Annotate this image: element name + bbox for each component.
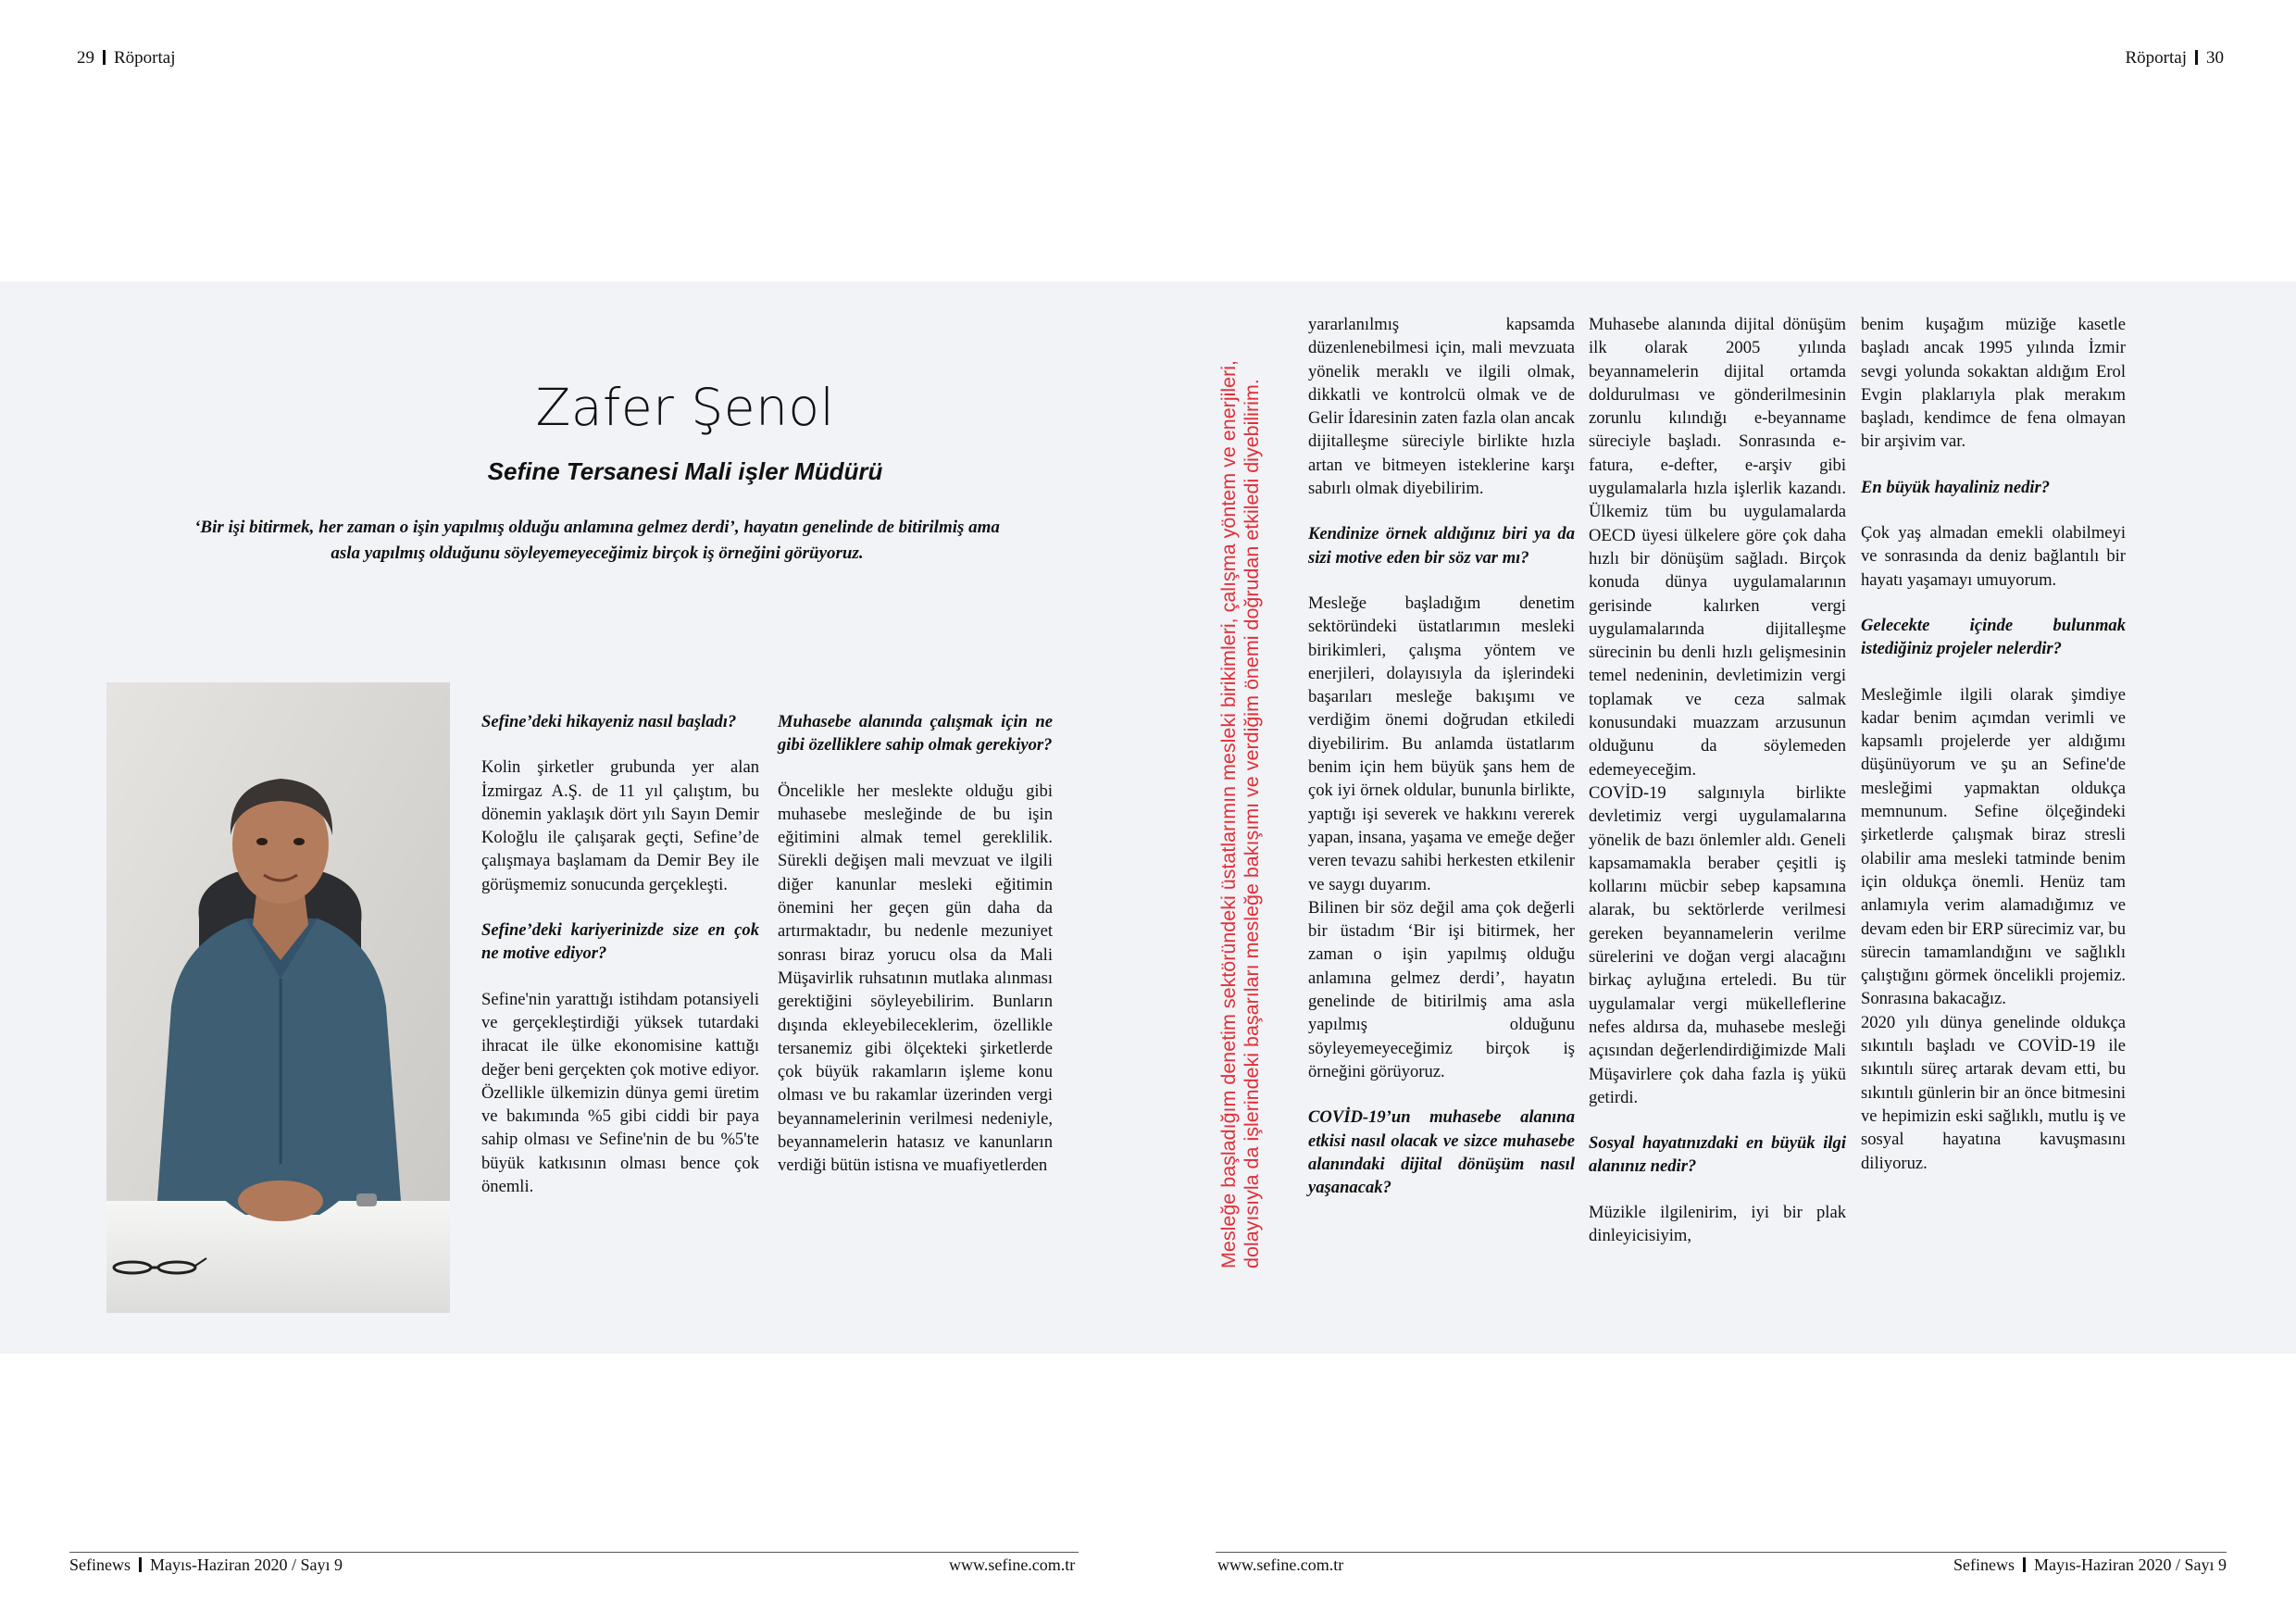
question: En büyük hayaliniz nedir?: [1861, 477, 2051, 497]
question: Sefine’deki kariyerinizde size en çok ne motive ediyor?: [481, 920, 759, 964]
answer: COVİD-19 salgınıyla birlikte devletimiz vergi uygulamalarına yönelik de bazı önlemler aldı. Geneli kapsamamakla beraber çeşitli iş kollarını mücbir sebep kapsamına alarak, bu sektörlerde verilmesi gereken beyannamelerin verilme sürelerini ve doğan vergi alacağını birkaç ayluğına erteledi. Bu tür uygulamalar vergi mükelleflerine nefes aldırsa da, muhasebe mesleği açısından değerlendirdiğimizde Mali Müşavirlere çok daha fazla iş yükü getirdi.: [1589, 782, 1846, 1107]
left-running-header: [77, 48, 176, 69]
question: Sefine’deki hikayeniz nasıl başladı?: [481, 712, 737, 731]
interviewee-name: Zafer Şenol: [535, 378, 835, 437]
footer-rule-right: [1216, 1552, 2227, 1553]
vertical-pull-quote: [1217, 306, 1271, 1268]
footer-brand: Sefinews: [1953, 1555, 2015, 1574]
footer-issue: Mayıs-Haziran 2020 / Sayı 9: [150, 1555, 343, 1574]
right-footer: [1953, 1555, 2227, 1575]
left-footer: [69, 1555, 343, 1575]
answer: Müzikle ilgilenirim, iyi bir plak dinleyicisiyim,: [1589, 1202, 1846, 1245]
portrait-photo: [106, 682, 450, 1313]
header-separator: [2195, 50, 2198, 65]
interview-column-1: [481, 710, 759, 1220]
answer: Kolin şirketler grubunda yer alan İzmirgaz A.Ş. de 11 yıl çalıştım, bu dönemin yaklaşık dört yılı Sayın Demir Koloğlu ile çalışarak geçti, Sefine’de çalışmaya başlamam da Demir Bey ile görüşmemiz sonucunda gerçekleşti.: [481, 757, 759, 894]
left-page-number: 29: [77, 48, 94, 68]
header-separator: [103, 50, 106, 65]
footer-separator: [2023, 1557, 2026, 1572]
right-page-number: 30: [2206, 48, 2224, 68]
question: Kendinize örnek aldığınız biri ya da sizi motive eden bir söz var mı?: [1308, 524, 1575, 568]
answer: 2020 yılı dünya genelinde oldukça sıkıntılı başladı ve COVİD-19 ile sıkıntılı süreç artarak devam etti, bu sıkıntılı günlerin bir an önce bitmesini ve hepimizin eski sağlıklı, mutlu iş ve sosyal hayatına kavuşmasını diliyoruz.: [1861, 1012, 2126, 1173]
answer: Mesleğimle ilgili olarak şimdiye kadar benim açımdan verimli ve kapsamlı projelerde yer aldığımı düşünüyorum ve şu an Sefine'de mesleğimi yapmaktan oldukça memnunum. Sefine ölçeğindeki şirketlerde çalışmak biraz stresli olabilir ama mesleki tatminde benim için oldukça önemli. Henüz tam anlamıyla verim alamadığımız ve devam eden bir ERP sürecimiz var, bu sürecin tamamlandığını ve sağlıklı çalıştığını görmek öncelikli projemiz. Sonrasına bakacağız.: [1861, 684, 2126, 1009]
question: Sosyal hayatınızdaki en büyük ilgi alanınız nedir?: [1589, 1133, 1846, 1177]
footer-issue: Mayıs-Haziran 2020 / Sayı 9: [2034, 1555, 2227, 1574]
answer: Muhasebe alanında dijital dönüşüm ilk olarak 2005 yılında beyannamelerin dijital ortamda doldurulması ve gönderilmesinin zorunlu kılındığı e-beyanname süreciyle başladı. Sonrasında e-fatura, e-defter, e-arşiv gibi uygulamalarla hızla işlerlik kazandı. Ülkemiz tüm bu uygulamalarda OECD üyesi ülkelere göre çok daha hızlı bir dönüşüm sağladı. Birçok konuda dünya uygulamalarının gerisinde kalırken vergi uygulamalarında dijitalleşme sürecinin bu denli hızlı gelişmesinin temel nedeninin, devletimizin vergi toplamak ve ceza salmak konusundaki muazzam arzusunun olduğunu da söylemeden edemeyeceğim.: [1589, 315, 1846, 780]
right-section-label: Röportaj: [2125, 48, 2187, 68]
answer: Mesleğe başladığım denetim sektöründeki üstatlarımın mesleki birikimleri, çalışma yöntem ve enerjileri, dolayısıyla da işlerindeki başarıları mesleğe bakışımı ve verdiğim önemi doğrudan etkiledi diyebilirim. Bu anlamda üstatlarım benim için hem büyük şans hem de çok iyi örnek oldular, bununla birlikte, yaptığı işi severek ve hakkını vererek yapan, insana, yaşama ve emeğe değer veren tevazu sahibi herkesten etkilenir ve saygı duyarım.: [1308, 593, 1575, 894]
pull-quote-text: Mesleğe başladığım denetim sektöründeki üstatlarımın mesleki birikimleri, çalışma yöntem ve enerjileri, dolayısıyla da işlerindeki başarıları mesleğe bakışımı ve verdiğim önemi doğrudan etkiledi diyebilirim.: [1217, 359, 1263, 1268]
footer-separator: [139, 1557, 142, 1572]
footer-brand: Sefinews: [69, 1555, 131, 1574]
answer: yararlanılmış kapsamda düzenlenebilmesi için, mali mevzuata yönelik meraklı ve ilgili olmak, dikkatli ve kontrolcü olmak ve de Gelir İdaresinin zaten fazla olan ancak dijitalleşme süreciyle birlikte hızla artan ve bitmeyen isteklerine karşı sabırlı olmak diyebilirim.: [1308, 315, 1575, 499]
question: COVİD-19’un muhasebe alanına etkisi nasıl olacak ve sizce muhasebe alanındaki dijital dönüşüm nasıl yaşanacak?: [1308, 1107, 1575, 1198]
footer-rule-left: [69, 1552, 1079, 1553]
question: Muhasebe alanında çalışmak için ne gibi özelliklere sahip olmak gerekiyor?: [778, 712, 1053, 756]
interviewee-position: Sefine Tersanesi Mali işler Müdürü: [487, 457, 883, 485]
interview-column-3: [1308, 313, 1575, 1221]
left-section-label: Röportaj: [114, 48, 176, 68]
answer: Çok yaş almadan emekli olabilmeyi ve sonrasında da deniz bağlantılı bir hayatı yaşamayı umuyorum.: [1861, 523, 2126, 590]
interview-column-2: [778, 710, 1053, 1200]
interview-column-5: [1861, 313, 2126, 1197]
left-footer-url[interactable]: www.sefine.com.tr: [949, 1555, 1076, 1574]
lead-quote: ‘Bir işi bitirmek, her zaman o işin yapılmış olduğu anlamına gelmez derdi’, hayatın genelinde de bitirilmiş ama asla yapılmış olduğunu söyleyemeyeceğimiz birçok iş örneğini görüyoruz.: [194, 518, 1000, 563]
answer: Sefine'nin yarattığı istihdam potansiyeli ve gerçekleştirdiği yüksek tutardaki ihracat ile ülke ekonomisine kattığı değer beni gerçekten çok motive ediyor. Özellikle ülkemizin dünya gemi üretim ve bakımında %5 gibi ciddi bir paya sahip olması ve Sefine'nin de bu %5'te büyük katkısının olması bence çok önemli.: [481, 989, 759, 1197]
right-running-header: [2126, 48, 2225, 69]
question: Gelecekte içinde bulunmak istediğiniz projeler nelerdir?: [1861, 615, 2126, 659]
right-footer-url[interactable]: www.sefine.com.tr: [1217, 1555, 1344, 1574]
answer: benim kuşağım müziğe kasetle başladı ancak 1995 yılında İzmir sevgi yolunda sokaktan aldığım Erol Evgin plaklarıyla plak merakım başladı, kendimce de fena olmayan bir arşivim var.: [1861, 315, 2126, 452]
interview-column-4: [1589, 313, 1846, 1269]
answer: Öncelikle her meslekte olduğu gibi muhasebe mesleğinde de bu işin eğitimini almak temel gereklilik. Sürekli değişen mali mevzuat ve ilgili diğer kanunlar mesleki eğitimin önemini her geçen gün daha da artırmaktadır, bu nedenle mezuniyet sonrası biraz yorucu olsa da Mali Müşavirlik ruhsatının mutlaka alınması gerektiğini söyleyebilirim. Bunların dışında ekleyebileceklerim, özellikle tersanemiz gibi ölçekteki şirketlerde çok büyük rakamların işleme konu olması ve bu rakamlar üzerinden vergi beyannamelerinin verilmesi nedeniyle, beyannamelerin hatasız ve kanunların verdiği bütün istisna ve muafiyetlerden: [778, 781, 1053, 1176]
answer: Bilinen bir söz değil ama çok değerli bir üstadım ‘Bir işi bitirmek, her zaman o işin yapılmış olduğu anlamına gelmez derdi’, hayatın genelinde de bitirilmiş ama asla yapılmış olduğunu söyleyemeyeceğimiz birçok iş örneğini görüyoruz.: [1308, 897, 1575, 1081]
